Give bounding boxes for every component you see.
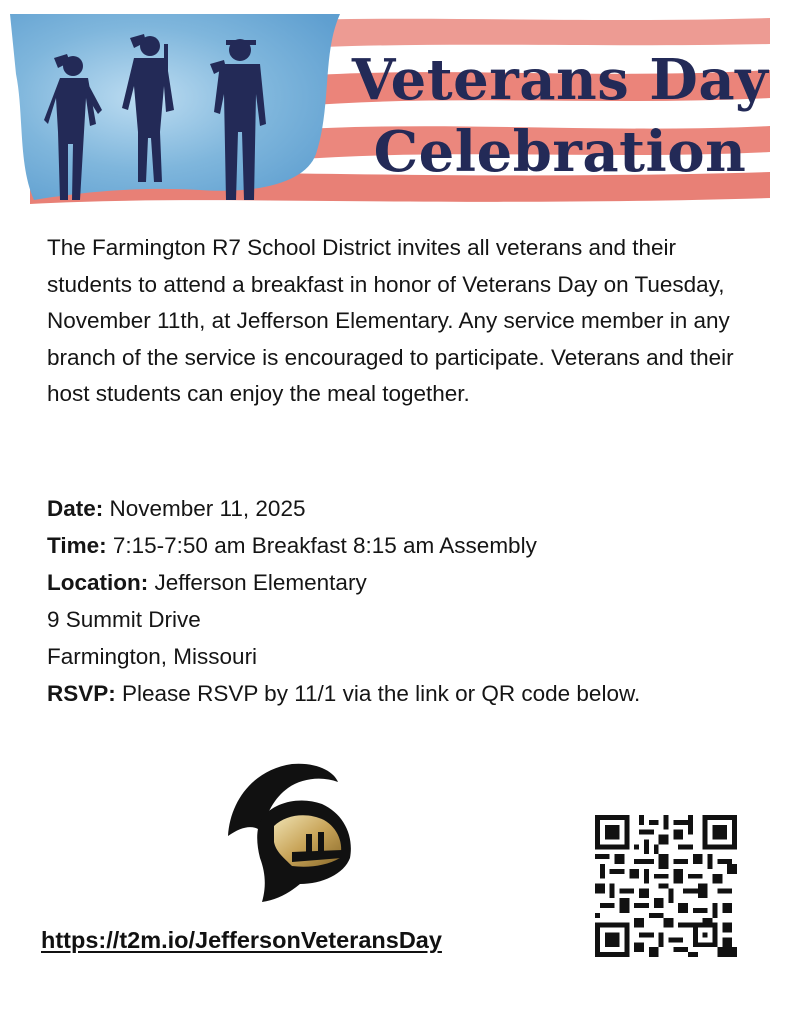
location-value: Jefferson Elementary [148, 570, 367, 595]
title-line-2: Celebration [373, 119, 747, 185]
time-row [47, 527, 767, 564]
time-value: 7:15-7:50 am Breakfast 8:15 am Assembly [106, 533, 537, 558]
location-row [47, 564, 767, 601]
knight-helmet-logo-icon [222, 762, 362, 902]
header-banner [10, 14, 770, 207]
rsvp-row [47, 675, 767, 712]
address-line-2: Farmington, Missouri [47, 644, 258, 669]
time-label: Time: [47, 533, 107, 558]
rsvp-qr-code[interactable] [595, 815, 737, 957]
event-details [47, 490, 767, 712]
rsvp-label: RSVP: [47, 681, 116, 706]
rsvp-link[interactable]: https://t2m.io/JeffersonVeteransDay [41, 927, 442, 953]
rsvp-value: Please RSVP by 11/1 via the link or QR code below. [115, 681, 641, 706]
title-line-1: Veterans Day [351, 47, 769, 113]
banner-title [350, 44, 770, 188]
date-label: Date: [47, 496, 104, 521]
date-value: November 11, 2025 [103, 496, 306, 521]
date-row [47, 490, 767, 527]
location-label: Location: [47, 570, 149, 595]
invitation-paragraph: The Farmington R7 School District invites all veterans and their students to attend a breakfast in honor of Veterans Day on Tuesday, November 11th, at Jefferson Elementary. Any service member in any branch of the service is encouraged to participate. Veterans and their host students can enjoy the meal together. [47, 235, 734, 406]
address-line-1: 9 Summit Drive [47, 607, 201, 632]
